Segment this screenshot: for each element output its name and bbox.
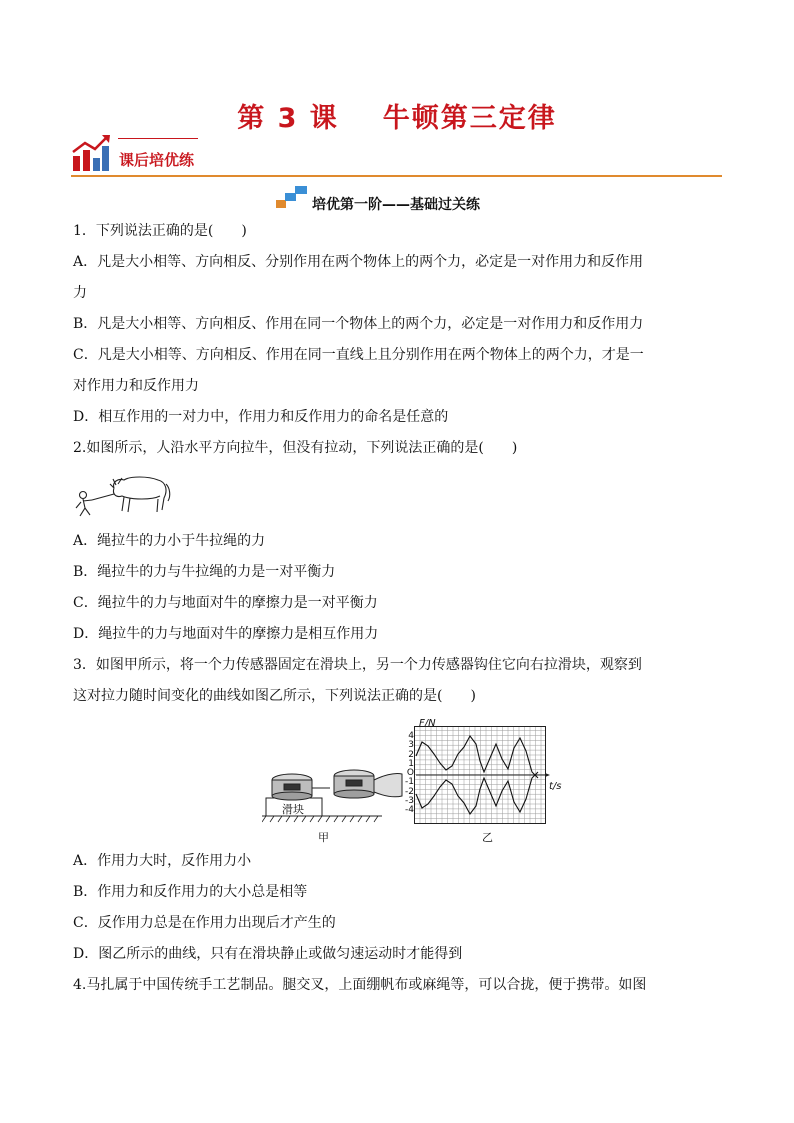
y-tick-label: 4 — [408, 731, 414, 741]
y-tick-label: -4 — [405, 805, 414, 816]
force-time-graph — [414, 726, 550, 824]
y-tick-label: -1 — [405, 777, 414, 788]
y-tick-label: 3 — [408, 740, 414, 751]
q1-option-d: D．相互作用的一对力中，作用力和反作用力的命名是任意的 — [73, 409, 449, 425]
q3-option-d: D．图乙所示的曲线，只有在滑块静止或做匀速运动时才能得到 — [73, 946, 463, 962]
section-header-label: 课后培优练 — [119, 151, 195, 169]
figure-caption-jia: 甲 — [318, 831, 329, 844]
force-curve-lower — [416, 772, 538, 814]
question-1-stem: 1．下列说法正确的是( ) — [73, 223, 247, 239]
header-accent-line — [118, 138, 198, 139]
q2-option-d: D．绳拉牛的力与地面对牛的摩擦力是相互作用力 — [73, 626, 379, 642]
lesson-topic: 牛顿第三定律 — [382, 103, 557, 134]
q1-option-a-cont: 力 — [73, 285, 87, 301]
page-title — [0, 96, 794, 135]
force-curve-upper — [416, 736, 538, 778]
q3-option-c: C．反作用力总是在作用力出现后才产生的 — [73, 915, 336, 931]
q3-option-b: B．作用力和反作用力的大小总是相等 — [73, 884, 308, 900]
y-tick-label: -3 — [405, 796, 414, 807]
header-divider — [71, 175, 722, 177]
q1-option-a: A．凡是大小相等、方向相反、分别作用在两个物体上的两个力，必定是一对作用力和反作用 — [73, 254, 644, 270]
y-tick-label: 2 — [408, 749, 414, 760]
y-tick-label: -2 — [405, 786, 414, 797]
q1-option-c: C．凡是大小相等、方向相反、作用在同一直线上且分别作用在两个物体上的两个力，才是一 — [73, 347, 644, 363]
person-pulling-ox-figure — [72, 468, 172, 520]
lesson-number: 第 3 课 — [237, 103, 339, 134]
sensor-block-figure — [262, 762, 404, 828]
q2-option-a: A．绳拉牛的力小于牛拉绳的力 — [73, 533, 266, 549]
question-4-stem: 4.马扎属于中国传统手工艺制品。腿交叉，上面绷帆布或麻绳等，可以合拢，便于携带。如图 — [73, 977, 647, 993]
figure-caption-yi: 乙 — [482, 831, 493, 844]
x-axis-label: t/s — [549, 781, 562, 792]
y-tick-label: O — [406, 768, 414, 779]
bar-chart-logo-icon — [71, 134, 111, 172]
section-title: 培优第一阶——基础过关练 — [312, 197, 480, 213]
y-axis-label: F/N — [419, 718, 436, 729]
question-2-stem: 2.如图所示，人沿水平方向拉牛，但没有拉动，下列说法正确的是( ) — [73, 440, 518, 456]
question-3-stem: 3．如图甲所示，将一个力传感器固定在滑块上，另一个力传感器钩住它向右拉滑块，观察到 — [73, 657, 642, 673]
question-3-stem-cont: 这对拉力随时间变化的曲线如图乙所示，下列说法正确的是( ) — [73, 688, 476, 704]
y-tick-labels — [404, 732, 414, 816]
q2-option-b: B．绳拉牛的力与牛拉绳的力是一对平衡力 — [73, 564, 336, 580]
block-label: 滑块 — [282, 803, 304, 816]
y-tick-label: 1 — [408, 758, 414, 769]
q2-option-c: C．绳拉牛的力与地面对牛的摩擦力是一对平衡力 — [73, 595, 378, 611]
q1-option-c-cont: 对作用力和反作用力 — [73, 378, 199, 394]
q3-option-a: A．作用力大时，反作用力小 — [73, 853, 252, 869]
stairs-icon — [276, 186, 308, 208]
q1-option-b: B．凡是大小相等、方向相反、作用在同一个物体上的两个力，必定是一对作用力和反作用力 — [73, 316, 644, 332]
